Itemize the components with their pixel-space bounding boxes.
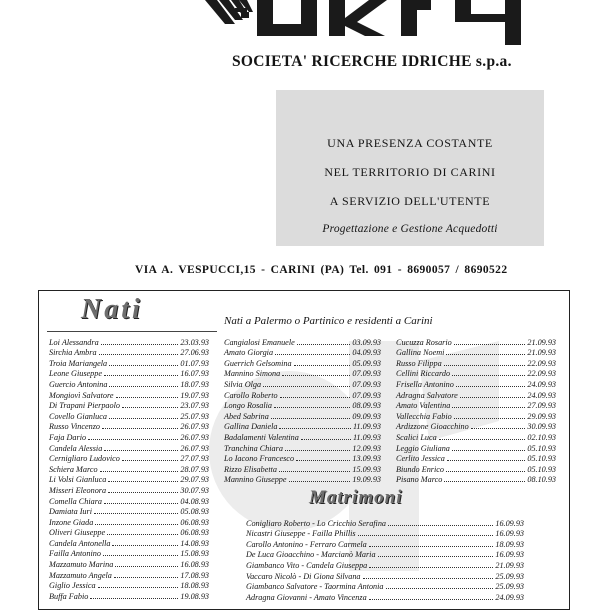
list-item bbox=[49, 431, 209, 442]
dot-leader bbox=[102, 428, 178, 429]
entry-date: 26.07.93 bbox=[180, 432, 209, 442]
advert-line-1: UNA PRESENZA COSTANTE bbox=[327, 136, 493, 150]
entry-date: 11.09.93 bbox=[352, 422, 381, 432]
dot-leader bbox=[369, 567, 493, 568]
entry-name: Candela Antonella bbox=[49, 538, 111, 548]
entry-date: 14.08.93 bbox=[180, 538, 209, 548]
entry-date: 05.10.93 bbox=[527, 464, 556, 474]
entry-date: 27.06.93 bbox=[180, 348, 209, 358]
entry-name: Carollo Roberto bbox=[224, 390, 278, 400]
entry-date: 18.09.93 bbox=[495, 539, 524, 549]
entry-name: Russo Filippa bbox=[396, 358, 442, 368]
dot-leader bbox=[280, 397, 351, 398]
list-item bbox=[49, 558, 209, 569]
entry-date: 30.07.93 bbox=[180, 485, 209, 495]
dot-leader bbox=[263, 386, 350, 387]
entry-date: 16.09.93 bbox=[495, 550, 524, 560]
entry-date: 30.09.93 bbox=[527, 422, 556, 432]
entry-name: Faja Dario bbox=[49, 432, 87, 442]
entry-name: Carollo Antonino - Ferraro Carmela bbox=[246, 539, 367, 549]
dot-leader bbox=[294, 365, 351, 366]
entry-date: 04.09.93 bbox=[352, 348, 381, 358]
list-item bbox=[246, 528, 524, 539]
list-item bbox=[49, 484, 209, 495]
list-item bbox=[246, 559, 524, 570]
entry-date: 21.09.93 bbox=[527, 348, 556, 358]
entry-name: Buffa Fabio bbox=[49, 591, 89, 601]
entry-date: 25.09.93 bbox=[495, 571, 524, 581]
dot-leader bbox=[271, 418, 351, 419]
entry-name: Lo Iacono Francesco bbox=[224, 454, 295, 464]
entry-name: Giambanco Vito - Candela Giuseppa bbox=[246, 560, 368, 570]
entry-date: 25.09.93 bbox=[495, 582, 524, 592]
dot-leader bbox=[88, 439, 178, 440]
dot-leader bbox=[109, 365, 178, 366]
list-item bbox=[396, 357, 556, 368]
entry-name: Ardizzone Gioacchino bbox=[396, 422, 469, 432]
entry-name: Gallina Daniela bbox=[224, 422, 278, 432]
entry-name: Conigliaro Roberto - Lo Cricchio Serafina bbox=[246, 518, 387, 528]
dot-leader bbox=[452, 450, 525, 451]
list-item bbox=[396, 389, 556, 400]
entry-date: 13.09.93 bbox=[352, 454, 381, 464]
dot-leader bbox=[454, 418, 526, 419]
dot-leader bbox=[95, 524, 178, 525]
entry-name: Schiera Marco bbox=[49, 464, 98, 474]
entry-name: Gallina Noemi bbox=[396, 348, 445, 358]
entry-name: Amato Valentina bbox=[396, 401, 451, 411]
births-column-3 bbox=[396, 336, 556, 484]
entry-date: 03.09.93 bbox=[352, 337, 381, 347]
company-name: SOCIETA' RICERCHE IDRICHE s.p.a. bbox=[232, 53, 512, 70]
entry-name: Mannino Giuseppe bbox=[224, 475, 287, 485]
entry-name: Nicastri Giuseppe - Failla Phillis bbox=[246, 529, 356, 539]
entry-name: Damiata Iuri bbox=[49, 507, 92, 517]
dot-leader bbox=[378, 556, 494, 557]
list-item bbox=[49, 548, 209, 559]
list-item bbox=[49, 389, 209, 400]
dot-leader bbox=[98, 587, 179, 588]
dot-leader bbox=[358, 535, 494, 536]
list-item bbox=[224, 400, 381, 411]
dot-leader bbox=[112, 545, 178, 546]
entry-date: 21.09.93 bbox=[495, 560, 524, 570]
entry-name: De Luca Gioacchino - Marcianò Maria bbox=[246, 550, 376, 560]
entry-name: Amato Giorgia bbox=[224, 348, 274, 358]
list-item bbox=[396, 410, 556, 421]
advert-line-3: A SERVIZIO DELL'UTENTE bbox=[329, 194, 491, 208]
list-item bbox=[49, 569, 209, 580]
list-item bbox=[49, 495, 209, 506]
dot-leader bbox=[99, 354, 179, 355]
entry-name: Li Volsi Gianluca bbox=[49, 475, 107, 485]
entry-date: 19.09.93 bbox=[352, 475, 381, 485]
list-item bbox=[224, 357, 381, 368]
entry-name: Inzone Giada bbox=[49, 517, 94, 527]
list-item bbox=[224, 336, 381, 347]
dot-leader bbox=[297, 344, 351, 345]
dot-leader bbox=[101, 344, 179, 345]
dot-leader bbox=[103, 555, 178, 556]
list-item bbox=[224, 378, 381, 389]
list-item bbox=[396, 336, 556, 347]
entry-date: 22.09.93 bbox=[527, 358, 556, 368]
list-item bbox=[224, 474, 381, 485]
dot-leader bbox=[115, 566, 178, 567]
entry-name: Leone Giuseppe bbox=[49, 369, 102, 379]
entry-name: Silvia Olga bbox=[224, 379, 262, 389]
dot-leader bbox=[363, 578, 494, 579]
list-item bbox=[224, 463, 381, 474]
announcements-panel bbox=[38, 290, 570, 610]
entry-name: Badalamenti Valentina bbox=[224, 432, 299, 442]
entry-name: Covello Gianluca bbox=[49, 411, 107, 421]
entry-date: 16.09.93 bbox=[495, 529, 524, 539]
list-item bbox=[49, 336, 209, 347]
list-item bbox=[49, 463, 209, 474]
dot-leader bbox=[444, 365, 526, 366]
entry-date: 24.09.93 bbox=[527, 379, 556, 389]
dot-leader bbox=[456, 386, 525, 387]
dot-leader bbox=[109, 386, 178, 387]
dot-leader bbox=[454, 344, 526, 345]
list-item bbox=[49, 506, 209, 517]
list-item bbox=[224, 410, 381, 421]
entry-date: 05.08.93 bbox=[180, 507, 209, 517]
list-item bbox=[396, 463, 556, 474]
entry-name: Biundo Enrico bbox=[396, 464, 444, 474]
dot-leader bbox=[100, 471, 179, 472]
list-item bbox=[49, 580, 209, 591]
matrimoni-title: Matrimoni bbox=[309, 487, 403, 508]
entry-date: 19.08.93 bbox=[180, 591, 209, 601]
list-item bbox=[224, 442, 381, 453]
list-item bbox=[396, 400, 556, 411]
entry-date: 23.07.93 bbox=[180, 401, 209, 411]
entry-name: Abed Sabrina bbox=[224, 411, 269, 421]
entry-date: 29.07.93 bbox=[180, 475, 209, 485]
dot-leader bbox=[122, 407, 178, 408]
entry-name: Cellini Riccardo bbox=[396, 369, 451, 379]
list-item bbox=[396, 453, 556, 464]
list-item bbox=[49, 421, 209, 432]
entry-date: 02.10.93 bbox=[527, 432, 556, 442]
entry-date: 07.09.93 bbox=[352, 390, 381, 400]
entry-name: Scalici Luca bbox=[396, 432, 437, 442]
entry-name: Misseri Eleonora bbox=[49, 485, 107, 495]
dot-leader bbox=[279, 428, 350, 429]
dot-leader bbox=[108, 481, 178, 482]
entry-date: 16.08.93 bbox=[180, 560, 209, 570]
dot-leader bbox=[90, 598, 178, 599]
list-item bbox=[246, 517, 524, 528]
dot-leader bbox=[285, 450, 350, 451]
entry-name: Rizzo Elisabetta bbox=[224, 464, 277, 474]
entry-date: 24.09.93 bbox=[527, 390, 556, 400]
list-item bbox=[224, 389, 381, 400]
list-item bbox=[396, 431, 556, 442]
list-item bbox=[49, 400, 209, 411]
entry-name: Adragna Salvatore bbox=[396, 390, 458, 400]
entry-name: Di Trapani Pierpaolo bbox=[49, 401, 120, 411]
entry-date: 21.09.93 bbox=[527, 337, 556, 347]
entry-date: 23.03.93 bbox=[180, 337, 209, 347]
dot-leader bbox=[444, 481, 525, 482]
list-item bbox=[396, 421, 556, 432]
dot-leader bbox=[296, 460, 350, 461]
entry-date: 06.08.93 bbox=[180, 528, 209, 538]
entry-date: 19.07.93 bbox=[180, 390, 209, 400]
entry-name: Troia Mariangela bbox=[49, 358, 108, 368]
list-item bbox=[49, 516, 209, 527]
entry-date: 28.07.93 bbox=[180, 464, 209, 474]
nati-title: Nati bbox=[81, 294, 143, 325]
dot-leader bbox=[274, 407, 350, 408]
entry-date: 29.09.93 bbox=[527, 411, 556, 421]
entry-name: Vallecchia Fabio bbox=[396, 411, 452, 421]
dot-leader bbox=[275, 354, 350, 355]
dot-leader bbox=[447, 460, 525, 461]
list-item bbox=[49, 378, 209, 389]
entry-date: 25.07.93 bbox=[180, 411, 209, 421]
dot-leader bbox=[289, 481, 351, 482]
entry-date: 12.09.93 bbox=[352, 443, 381, 453]
dot-leader bbox=[104, 503, 178, 504]
entry-name: Candela Alessia bbox=[49, 443, 103, 453]
advert-line-2: NEL TERRITORIO DI CARINI bbox=[324, 165, 496, 179]
entry-name: Russo Vincenzo bbox=[49, 422, 101, 432]
entry-name: Cucuzza Rosario bbox=[396, 337, 452, 347]
dot-leader bbox=[301, 439, 351, 440]
dot-leader bbox=[104, 450, 178, 451]
dot-leader bbox=[369, 546, 494, 547]
list-item bbox=[396, 368, 556, 379]
dot-leader bbox=[109, 418, 178, 419]
list-item bbox=[49, 453, 209, 464]
entry-date: 24.09.93 bbox=[495, 592, 524, 602]
list-item bbox=[49, 357, 209, 368]
entry-date: 27.09.93 bbox=[527, 401, 556, 411]
list-item bbox=[49, 410, 209, 421]
list-item bbox=[49, 537, 209, 548]
dot-leader bbox=[108, 492, 178, 493]
list-item bbox=[396, 442, 556, 453]
entry-name: Giglio Jessica bbox=[49, 581, 96, 591]
entry-name: Adragna Giovanni - Amato Vincenza bbox=[246, 592, 367, 602]
births-column-1 bbox=[49, 336, 209, 601]
entry-name: Cerlito Jessica bbox=[396, 454, 445, 464]
entry-date: 07.09.93 bbox=[352, 379, 381, 389]
births-column-2 bbox=[224, 336, 381, 484]
dot-leader bbox=[386, 588, 494, 589]
list-item bbox=[246, 581, 524, 592]
list-item bbox=[396, 378, 556, 389]
list-item bbox=[49, 590, 209, 601]
entry-date: 01.07.93 bbox=[180, 358, 209, 368]
company-address: VIA A. VESPUCCI,15 - CARINI (PA) Tel. 091 - 8690057 / 8690522 bbox=[135, 264, 508, 276]
entry-name: Mongiovì Salvatore bbox=[49, 390, 114, 400]
entry-date: 15.09.93 bbox=[352, 464, 381, 474]
list-item bbox=[49, 347, 209, 358]
list-item bbox=[224, 368, 381, 379]
entry-name: Frisella Antonino bbox=[396, 379, 454, 389]
dot-leader bbox=[446, 471, 525, 472]
marriages-list bbox=[246, 517, 524, 602]
entry-date: 08.09.93 bbox=[352, 401, 381, 411]
dot-leader bbox=[116, 397, 179, 398]
list-item bbox=[246, 549, 524, 560]
entry-name: Loi Alessandra bbox=[49, 337, 99, 347]
dot-leader bbox=[94, 513, 178, 514]
entry-date: 05.10.93 bbox=[527, 443, 556, 453]
entry-name: Mazzamuto Angela bbox=[49, 570, 112, 580]
entry-date: 05.09.93 bbox=[352, 358, 381, 368]
list-item bbox=[49, 527, 209, 538]
entry-date: 11.09.93 bbox=[352, 432, 381, 442]
dot-leader bbox=[107, 534, 178, 535]
entry-name: Vaccaro Nicolò - Di Giona Silvana bbox=[246, 571, 361, 581]
entry-name: Longo Rosalia bbox=[224, 401, 272, 411]
entry-name: Giambanco Salvatore - Taormina Antonia bbox=[246, 582, 384, 592]
entry-name: Failla Antonino bbox=[49, 549, 101, 559]
list-item bbox=[396, 474, 556, 485]
list-item bbox=[49, 368, 209, 379]
entry-name: Comella Chiara bbox=[49, 496, 102, 506]
entry-date: 08.10.93 bbox=[527, 475, 556, 485]
entry-date: 15.08.93 bbox=[180, 549, 209, 559]
entry-name: Oliveri Giuseppe bbox=[49, 528, 106, 538]
entry-name: Guerrich Gelsomina bbox=[224, 358, 292, 368]
list-item bbox=[246, 538, 524, 549]
entry-date: 26.07.93 bbox=[180, 422, 209, 432]
list-item bbox=[246, 591, 524, 602]
entry-date: 16.07.93 bbox=[180, 369, 209, 379]
dot-leader bbox=[122, 460, 178, 461]
entry-date: 09.09.93 bbox=[352, 411, 381, 421]
entry-name: Pisano Marco bbox=[396, 475, 443, 485]
list-item bbox=[396, 347, 556, 358]
list-item bbox=[224, 453, 381, 464]
entry-date: 06.08.93 bbox=[180, 517, 209, 527]
dot-leader bbox=[282, 375, 350, 376]
list-item bbox=[49, 442, 209, 453]
dot-leader bbox=[446, 354, 525, 355]
entry-date: 04.08.93 bbox=[180, 496, 209, 506]
nati-subtitle: Nati a Palermo o Partinico e residenti a Carini bbox=[224, 315, 433, 327]
dot-leader bbox=[439, 439, 526, 440]
entry-name: Guercio Antonina bbox=[49, 379, 108, 389]
entry-date: 05.10.93 bbox=[527, 454, 556, 464]
dot-leader bbox=[460, 397, 526, 398]
dot-leader bbox=[114, 577, 178, 578]
entry-date: 27.07.93 bbox=[180, 454, 209, 464]
entry-name: Leggio Giuliana bbox=[396, 443, 450, 453]
dot-leader bbox=[104, 375, 178, 376]
entry-date: 26.07.93 bbox=[180, 443, 209, 453]
entry-name: Mannino Simona bbox=[224, 369, 281, 379]
list-item bbox=[224, 431, 381, 442]
list-item bbox=[49, 474, 209, 485]
entry-name: Mazzamuto Marina bbox=[49, 560, 114, 570]
advert-box bbox=[276, 90, 544, 246]
entry-name: Cernigliaro Ludovico bbox=[49, 454, 120, 464]
dot-leader bbox=[452, 375, 525, 376]
entry-date: 17.08.93 bbox=[180, 570, 209, 580]
company-logo bbox=[205, 0, 545, 45]
list-item bbox=[224, 421, 381, 432]
entry-date: 18.07.93 bbox=[180, 379, 209, 389]
entry-date: 22.09.93 bbox=[527, 369, 556, 379]
advert-line-4: Progettazione e Gestione Acquedotti bbox=[322, 223, 498, 235]
dot-leader bbox=[471, 428, 526, 429]
entry-name: Sirchia Ambra bbox=[49, 348, 97, 358]
dot-leader bbox=[279, 471, 350, 472]
entry-date: 07.09.93 bbox=[352, 369, 381, 379]
entry-date: 16.09.93 bbox=[495, 518, 524, 528]
entry-date: 18.08.93 bbox=[180, 581, 209, 591]
list-item bbox=[246, 570, 524, 581]
nati-divider bbox=[47, 331, 217, 332]
list-item bbox=[224, 347, 381, 358]
entry-name: Cangialosi Emanuele bbox=[224, 337, 295, 347]
entry-name: Tranchina Chiara bbox=[224, 443, 283, 453]
dot-leader bbox=[452, 407, 525, 408]
dot-leader bbox=[388, 525, 493, 526]
